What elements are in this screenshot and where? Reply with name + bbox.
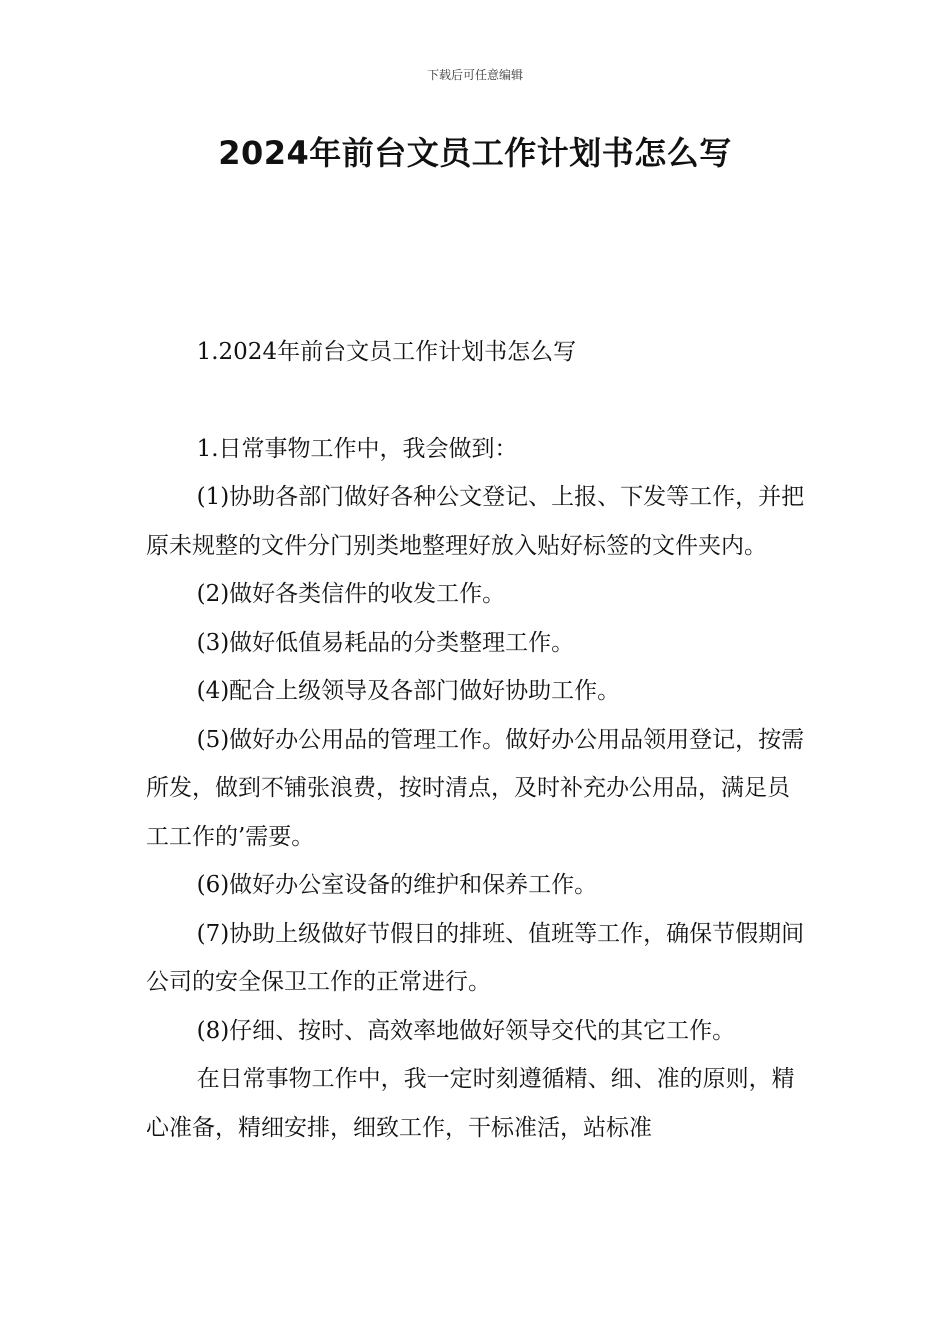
document-title: 2024年前台文员工作计划书怎么写 [218, 134, 732, 172]
document-body [146, 328, 812, 1152]
paragraph-6: (5)做好办公用品的管理工作。做好办公用品领用登记，按需所发，做到不铺张浪费，按时清点，及时补充办公用品，满足员工工作的’需要。 [146, 726, 805, 850]
paragraph-4: (3)做好低值易耗品的分类整理工作。 [196, 629, 575, 656]
paragraph-5: (4)配合上级领导及各部门做好协助工作。 [196, 678, 621, 704]
paragraph-2: (1)协助各部门做好各种公文登记、上报、下发等工作，并把原未规整的文件分门别类地整理好放入贴好标签的文件夹内。 [146, 484, 805, 559]
header-note: 下载后可任意编辑 [426, 68, 523, 82]
paragraph-1: 1.日常事物工作中，我会做到： [196, 435, 518, 462]
paragraph-3: (2)做好各类信件的收发工作。 [196, 581, 506, 607]
paragraph-8: (7)协助上级做好节假日的排班、值班等工作，确保节假期间公司的安全保卫工作的正常进行。 [146, 920, 805, 995]
paragraph-9: (8)仔细、按时、高效率地做好领导交代的其它工作。 [196, 1017, 736, 1044]
section-heading: 1.2024年前台文员工作计划书怎么写 [196, 339, 577, 365]
paragraph-10: 在日常事物工作中，我一定时刻遵循精、细、准的原则，精心准备，精细安排，细致工作，干标准活，站标准 [146, 1066, 795, 1141]
paragraph-7: (6)做好办公室设备的维护和保养工作。 [196, 872, 598, 898]
